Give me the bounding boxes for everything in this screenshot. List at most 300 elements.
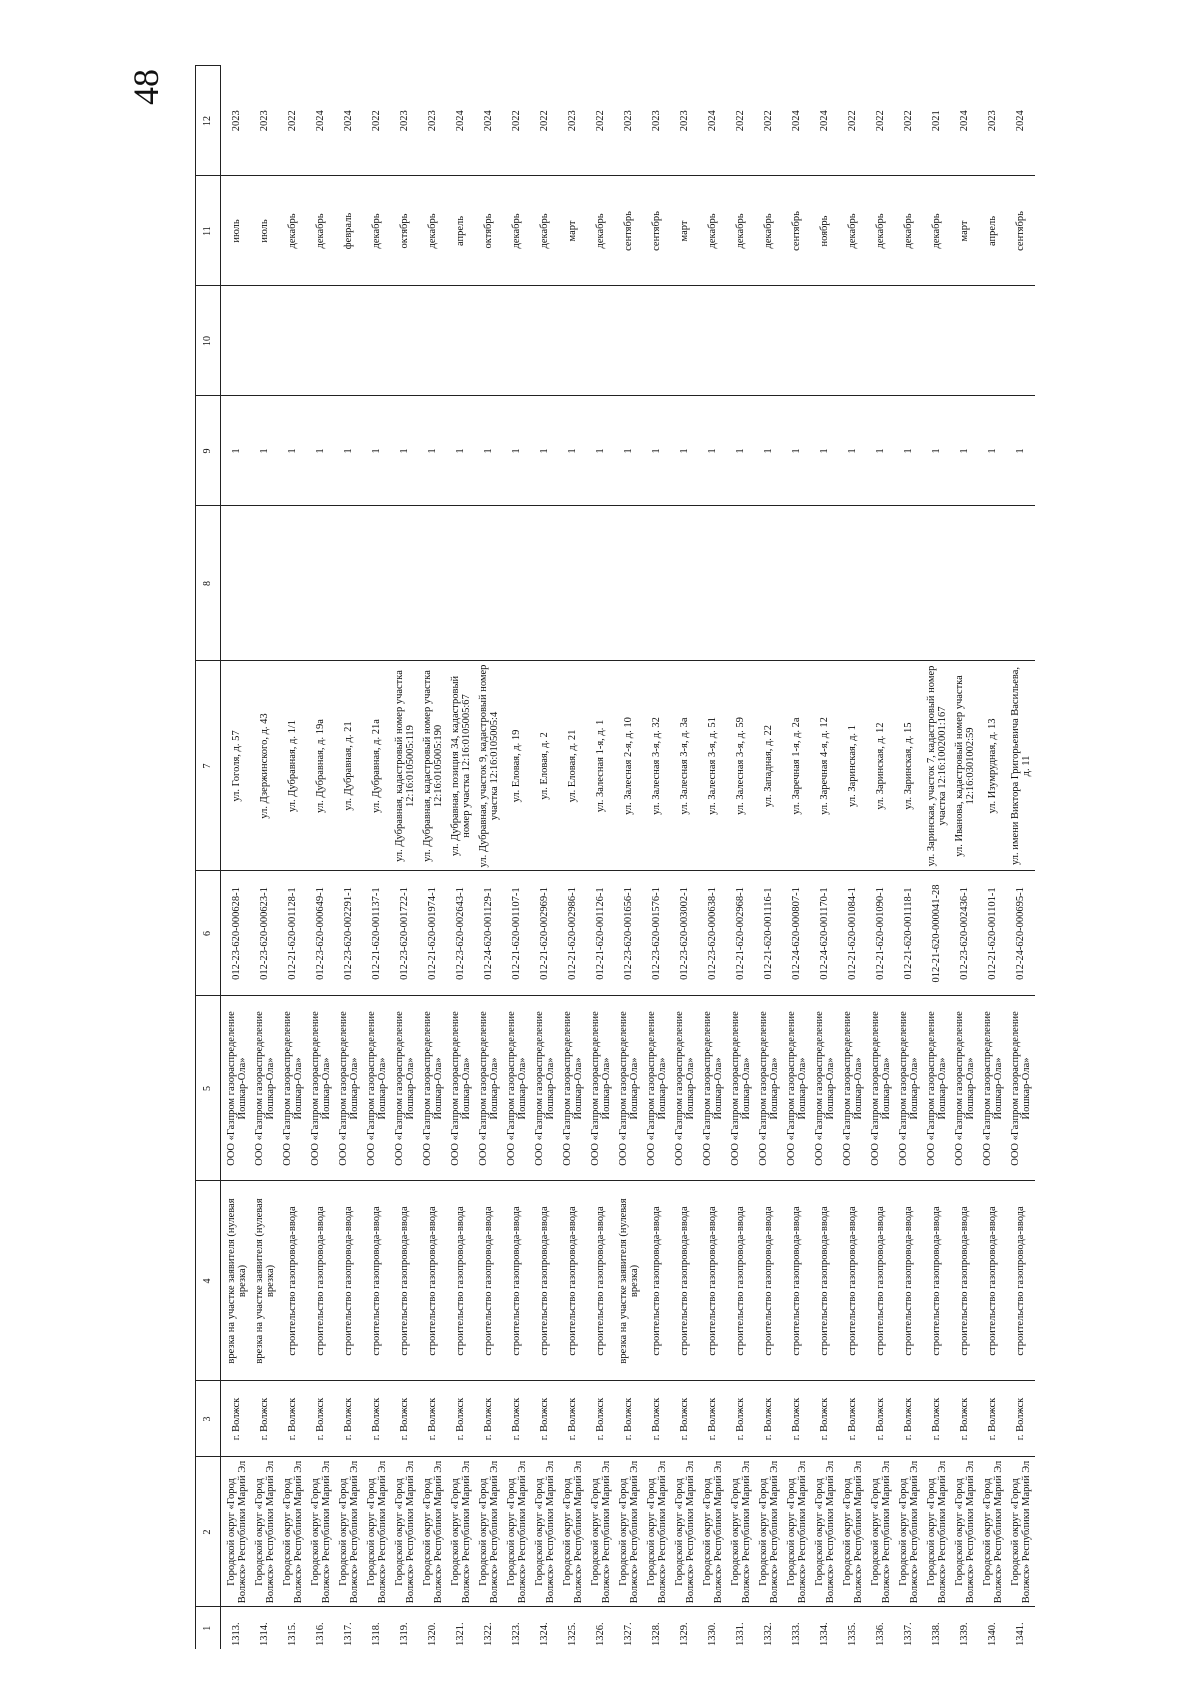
table-row bbox=[475, 66, 503, 1649]
cell-region: Городской округ «Город Волжск» Республики Марий Эл bbox=[279, 1457, 307, 1607]
cell-c10 bbox=[951, 286, 979, 396]
cell-c10 bbox=[979, 286, 1007, 396]
cell-region: Городской округ «Город Волжск» Республики Марий Эл bbox=[755, 1457, 783, 1607]
cell-org: ООО «Газпром газораспределение Йошкар-Ола» bbox=[335, 996, 363, 1181]
cell-work: строительство газопровода-ввода bbox=[867, 1181, 895, 1381]
header-cell: 1 bbox=[196, 1607, 221, 1649]
cell-c10 bbox=[531, 286, 559, 396]
cell-region: Городской округ «Город Волжск» Республики Марий Эл bbox=[811, 1457, 839, 1607]
cell-org: ООО «Газпром газораспределение Йошкар-Ола» bbox=[475, 996, 503, 1181]
table-row bbox=[951, 66, 979, 1649]
cell-work: строительство газопровода-ввода bbox=[531, 1181, 559, 1381]
cell-year: 2022 bbox=[727, 66, 755, 176]
cell-n: 1314. bbox=[259, 1622, 271, 1646]
cell-code: 012-21-620-002968-1 bbox=[727, 871, 755, 996]
table-row bbox=[755, 66, 783, 1649]
cell-work: врезка на участке заявителя (нулевая врезка) bbox=[251, 1181, 279, 1381]
cell-org: ООО «Газпром газораспределение Йошкар-Ола» bbox=[979, 996, 1007, 1181]
cell-org: ООО «Газпром газораспределение Йошкар-Ола» bbox=[391, 996, 419, 1181]
cell-work: строительство газопровода-ввода bbox=[671, 1181, 699, 1381]
cell-year: 2021 bbox=[923, 66, 951, 176]
cell-work: строительство газопровода-ввода bbox=[587, 1181, 615, 1381]
cell-month: март bbox=[671, 176, 699, 286]
cell-year: 2022 bbox=[867, 66, 895, 176]
cell-c10 bbox=[391, 286, 419, 396]
cell-city: г. Волжск bbox=[391, 1381, 419, 1457]
cell-c9: 1 bbox=[839, 396, 867, 506]
cell-address: ул. Залесная 2-я, д. 10 bbox=[615, 661, 643, 871]
cell-org: ООО «Газпром газораспределение Йошкар-Ола» bbox=[307, 996, 335, 1181]
table-row bbox=[839, 66, 867, 1649]
cell-year: 2024 bbox=[1007, 66, 1035, 176]
cell-org: ООО «Газпром газораспределение Йошкар-Ола» bbox=[671, 996, 699, 1181]
cell-org: ООО «Газпром газораспределение Йошкар-Ола» bbox=[727, 996, 755, 1181]
cell-n: 1335. bbox=[847, 1622, 859, 1646]
cell-c9: 1 bbox=[221, 396, 252, 506]
cell-c8 bbox=[867, 506, 895, 661]
cell-code: 012-23-620-000638-1 bbox=[699, 871, 727, 996]
cell-c8 bbox=[699, 506, 727, 661]
cell-code: 012-23-620-000623-1 bbox=[251, 871, 279, 996]
cell-region: Городской округ «Город Волжск» Республики Марий Эл bbox=[727, 1457, 755, 1607]
cell-month: февраль bbox=[335, 176, 363, 286]
cell-c9: 1 bbox=[531, 396, 559, 506]
cell-n: 1326. bbox=[595, 1622, 607, 1646]
table-row bbox=[503, 66, 531, 1649]
cell-month: сентябрь bbox=[1007, 176, 1035, 286]
cell-c8 bbox=[755, 506, 783, 661]
cell-c10 bbox=[867, 286, 895, 396]
cell-year: 2024 bbox=[307, 66, 335, 176]
cell-n: 1331. bbox=[735, 1622, 747, 1646]
cell-c8 bbox=[531, 506, 559, 661]
cell-work: строительство газопровода-ввода bbox=[503, 1181, 531, 1381]
cell-city: г. Волжск bbox=[699, 1381, 727, 1457]
cell-c9: 1 bbox=[951, 396, 979, 506]
cell-city: г. Волжск bbox=[251, 1381, 279, 1457]
cell-region: Городской округ «Город Волжск» Республики Марий Эл bbox=[923, 1457, 951, 1607]
cell-region: Городской округ «Город Волжск» Республики Марий Эл bbox=[1007, 1457, 1035, 1607]
cell-c8 bbox=[587, 506, 615, 661]
cell-month: сентябрь bbox=[783, 176, 811, 286]
cell-c8 bbox=[643, 506, 671, 661]
cell-c10 bbox=[895, 286, 923, 396]
cell-month: декабрь bbox=[503, 176, 531, 286]
cell-work: строительство газопровода-ввода bbox=[559, 1181, 587, 1381]
cell-month: июль bbox=[251, 176, 279, 286]
cell-region: Городской округ «Город Волжск» Республики Марий Эл bbox=[643, 1457, 671, 1607]
header-cell: 11 bbox=[196, 176, 221, 286]
cell-code: 012-21-620-001126-1 bbox=[587, 871, 615, 996]
cell-city: г. Волжск bbox=[221, 1381, 252, 1457]
table-row bbox=[251, 66, 279, 1649]
table-row bbox=[221, 66, 252, 1649]
cell-city: г. Волжск bbox=[867, 1381, 895, 1457]
cell-month: декабрь bbox=[895, 176, 923, 286]
cell-city: г. Волжск bbox=[727, 1381, 755, 1457]
cell-address: ул. Залесная 3-я, д. 51 bbox=[699, 661, 727, 871]
table-row bbox=[727, 66, 755, 1649]
cell-month: декабрь bbox=[727, 176, 755, 286]
cell-n: 1329. bbox=[679, 1622, 691, 1646]
cell-c8 bbox=[251, 506, 279, 661]
cell-region: Городской округ «Город Волжск» Республики Марий Эл bbox=[419, 1457, 447, 1607]
cell-n: 1334. bbox=[819, 1622, 831, 1646]
cell-c9: 1 bbox=[867, 396, 895, 506]
cell-region: Городской округ «Город Волжск» Республики Марий Эл bbox=[363, 1457, 391, 1607]
cell-org: ООО «Газпром газораспределение Йошкар-Ола» bbox=[1007, 996, 1035, 1181]
cell-work: строительство газопровода-ввода bbox=[923, 1181, 951, 1381]
cell-c9: 1 bbox=[979, 396, 1007, 506]
cell-city: г. Волжск bbox=[811, 1381, 839, 1457]
table-row bbox=[923, 66, 951, 1649]
table-row bbox=[419, 66, 447, 1649]
cell-c8 bbox=[475, 506, 503, 661]
table-row bbox=[671, 66, 699, 1649]
cell-work: строительство газопровода-ввода bbox=[279, 1181, 307, 1381]
cell-address: ул. Еловая, д. 19 bbox=[503, 661, 531, 871]
cell-c10 bbox=[503, 286, 531, 396]
cell-c10 bbox=[727, 286, 755, 396]
cell-org: ООО «Газпром газораспределение Йошкар-Ола» bbox=[643, 996, 671, 1181]
cell-c9: 1 bbox=[503, 396, 531, 506]
cell-c8 bbox=[951, 506, 979, 661]
cell-region: Городской округ «Город Волжск» Республики Марий Эл bbox=[307, 1457, 335, 1607]
cell-month: октябрь bbox=[475, 176, 503, 286]
cell-c9: 1 bbox=[279, 396, 307, 506]
cell-region: Городской округ «Город Волжск» Республики Марий Эл bbox=[475, 1457, 503, 1607]
cell-year: 2024 bbox=[951, 66, 979, 176]
cell-year: 2022 bbox=[895, 66, 923, 176]
header-row bbox=[196, 66, 221, 1649]
cell-city: г. Волжск bbox=[559, 1381, 587, 1457]
cell-code: 012-21-620-001128-1 bbox=[279, 871, 307, 996]
cell-c10 bbox=[923, 286, 951, 396]
cell-region: Городской округ «Город Волжск» Республики Марий Эл bbox=[335, 1457, 363, 1607]
cell-org: ООО «Газпром газораспределение Йошкар-Ола» bbox=[699, 996, 727, 1181]
cell-c9: 1 bbox=[419, 396, 447, 506]
cell-org: ООО «Газпром газораспределение Йошкар-Ола» bbox=[559, 996, 587, 1181]
cell-year: 2023 bbox=[419, 66, 447, 176]
cell-month: декабрь bbox=[699, 176, 727, 286]
cell-c10 bbox=[559, 286, 587, 396]
cell-year: 2023 bbox=[221, 66, 252, 176]
cell-code: 012-21-620-001974-1 bbox=[419, 871, 447, 996]
cell-work: строительство газопровода-ввода bbox=[783, 1181, 811, 1381]
cell-code: 012-21-620-001137-1 bbox=[363, 871, 391, 996]
cell-work: врезка на участке заявителя (нулевая врезка) bbox=[615, 1181, 643, 1381]
header-cell: 10 bbox=[196, 286, 221, 396]
cell-address: ул. Изумрудная, д. 13 bbox=[979, 661, 1007, 871]
cell-region: Городской округ «Город Волжск» Республики Марий Эл bbox=[531, 1457, 559, 1607]
cell-code: 012-24-620-000695-1 bbox=[1007, 871, 1035, 996]
cell-year: 2022 bbox=[587, 66, 615, 176]
cell-c9: 1 bbox=[363, 396, 391, 506]
cell-n: 1316. bbox=[315, 1622, 327, 1646]
cell-work: строительство газопровода-ввода bbox=[979, 1181, 1007, 1381]
cell-c10 bbox=[447, 286, 475, 396]
table-row bbox=[811, 66, 839, 1649]
header-cell: 5 bbox=[196, 996, 221, 1181]
cell-c9: 1 bbox=[1007, 396, 1035, 506]
cell-month: декабрь bbox=[587, 176, 615, 286]
table-row bbox=[559, 66, 587, 1649]
header-cell: 3 bbox=[196, 1381, 221, 1457]
cell-n: 1337. bbox=[903, 1622, 915, 1646]
cell-work: врезка на участке заявителя (нулевая врезка) bbox=[221, 1181, 252, 1381]
cell-year: 2024 bbox=[335, 66, 363, 176]
table-row bbox=[447, 66, 475, 1649]
gasification-table bbox=[195, 66, 1035, 1650]
cell-address: ул. Еловая, д. 2 bbox=[531, 661, 559, 871]
cell-address: ул. Залесная 3-я, д. 59 bbox=[727, 661, 755, 871]
cell-n: 1321. bbox=[455, 1622, 467, 1646]
cell-address: ул. Заринская, д. 1 bbox=[839, 661, 867, 871]
table-row bbox=[531, 66, 559, 1649]
cell-year: 2022 bbox=[279, 66, 307, 176]
cell-month: декабрь bbox=[531, 176, 559, 286]
table-row bbox=[643, 66, 671, 1649]
cell-city: г. Волжск bbox=[979, 1381, 1007, 1457]
cell-month: сентябрь bbox=[643, 176, 671, 286]
cell-c8 bbox=[1007, 506, 1035, 661]
cell-n: 1317. bbox=[343, 1622, 355, 1646]
cell-c10 bbox=[335, 286, 363, 396]
cell-year: 2023 bbox=[251, 66, 279, 176]
cell-code: 012-21-620-001090-1 bbox=[867, 871, 895, 996]
cell-org: ООО «Газпром газораспределение Йошкар-Ола» bbox=[755, 996, 783, 1181]
cell-code: 012-23-620-002643-1 bbox=[447, 871, 475, 996]
cell-c8 bbox=[671, 506, 699, 661]
cell-code: 012-21-620-000041-28 bbox=[923, 871, 951, 996]
cell-month: июль bbox=[221, 176, 252, 286]
cell-year: 2024 bbox=[447, 66, 475, 176]
cell-year: 2023 bbox=[391, 66, 419, 176]
table-row bbox=[391, 66, 419, 1649]
cell-code: 012-23-620-002291-1 bbox=[335, 871, 363, 996]
cell-c10 bbox=[811, 286, 839, 396]
cell-city: г. Волжск bbox=[447, 1381, 475, 1457]
cell-n: 1336. bbox=[875, 1622, 887, 1646]
cell-year: 2024 bbox=[475, 66, 503, 176]
cell-c8 bbox=[447, 506, 475, 661]
cell-org: ООО «Газпром газораспределение Йошкар-Ола» bbox=[811, 996, 839, 1181]
cell-code: 012-24-620-001170-1 bbox=[811, 871, 839, 996]
cell-n: 1318. bbox=[371, 1622, 383, 1646]
cell-year: 2024 bbox=[699, 66, 727, 176]
cell-month: декабрь bbox=[923, 176, 951, 286]
cell-c10 bbox=[783, 286, 811, 396]
header-cell: 6 bbox=[196, 871, 221, 996]
cell-code: 012-21-620-001107-1 bbox=[503, 871, 531, 996]
cell-work: строительство газопровода-ввода bbox=[1007, 1181, 1035, 1381]
table-row bbox=[895, 66, 923, 1649]
cell-c9: 1 bbox=[811, 396, 839, 506]
header-cell: 2 bbox=[196, 1457, 221, 1607]
cell-c9: 1 bbox=[643, 396, 671, 506]
cell-c9: 1 bbox=[727, 396, 755, 506]
cell-city: г. Волжск bbox=[951, 1381, 979, 1457]
cell-work: строительство газопровода-ввода bbox=[699, 1181, 727, 1381]
cell-code: 012-21-620-001116-1 bbox=[755, 871, 783, 996]
cell-region: Городской округ «Город Волжск» Республики Марий Эл bbox=[839, 1457, 867, 1607]
cell-address: ул. Залесная 1-я, д. 1 bbox=[587, 661, 615, 871]
cell-c8 bbox=[923, 506, 951, 661]
cell-code: 012-23-620-001576-1 bbox=[643, 871, 671, 996]
cell-c8 bbox=[839, 506, 867, 661]
cell-month: апрель bbox=[447, 176, 475, 286]
page-number: 48 bbox=[126, 69, 166, 105]
cell-c9: 1 bbox=[699, 396, 727, 506]
cell-c9: 1 bbox=[895, 396, 923, 506]
cell-address: ул. Залесная 3-я, д. 3а bbox=[671, 661, 699, 871]
cell-address: ул. Еловая, д. 21 bbox=[559, 661, 587, 871]
cell-n: 1338. bbox=[931, 1622, 943, 1646]
cell-c10 bbox=[251, 286, 279, 396]
cell-code: 012-23-620-001656-1 bbox=[615, 871, 643, 996]
cell-c9: 1 bbox=[671, 396, 699, 506]
cell-year: 2022 bbox=[755, 66, 783, 176]
cell-city: г. Волжск bbox=[363, 1381, 391, 1457]
cell-org: ООО «Газпром газораспределение Йошкар-Ола» bbox=[279, 996, 307, 1181]
cell-city: г. Волжск bbox=[1007, 1381, 1035, 1457]
cell-address: ул. Заречная 4-я, д. 12 bbox=[811, 661, 839, 871]
cell-code: 012-23-620-000628-1 bbox=[221, 871, 252, 996]
cell-work: строительство газопровода-ввода bbox=[363, 1181, 391, 1381]
cell-region: Городской округ «Город Волжск» Республики Марий Эл bbox=[979, 1457, 1007, 1607]
cell-year: 2023 bbox=[559, 66, 587, 176]
cell-month: октябрь bbox=[391, 176, 419, 286]
cell-month: декабрь bbox=[867, 176, 895, 286]
cell-c10 bbox=[587, 286, 615, 396]
cell-month: декабрь bbox=[307, 176, 335, 286]
cell-c9: 1 bbox=[251, 396, 279, 506]
cell-region: Городской округ «Город Волжск» Республики Марий Эл bbox=[615, 1457, 643, 1607]
cell-c8 bbox=[335, 506, 363, 661]
table-row bbox=[615, 66, 643, 1649]
cell-work: строительство газопровода-ввода bbox=[419, 1181, 447, 1381]
cell-c8 bbox=[307, 506, 335, 661]
cell-city: г. Волжск bbox=[643, 1381, 671, 1457]
cell-c9: 1 bbox=[447, 396, 475, 506]
cell-code: 012-24-620-001129-1 bbox=[475, 871, 503, 996]
cell-c8 bbox=[979, 506, 1007, 661]
cell-work: строительство газопровода-ввода bbox=[307, 1181, 335, 1381]
cell-work: строительство газопровода-ввода bbox=[895, 1181, 923, 1381]
cell-n: 1340. bbox=[987, 1622, 999, 1646]
cell-city: г. Волжск bbox=[335, 1381, 363, 1457]
cell-city: г. Волжск bbox=[783, 1381, 811, 1457]
cell-year: 2022 bbox=[531, 66, 559, 176]
table-row bbox=[279, 66, 307, 1649]
cell-region: Городской округ «Город Волжск» Республики Марий Эл bbox=[447, 1457, 475, 1607]
cell-c9: 1 bbox=[923, 396, 951, 506]
cell-region: Городской округ «Город Волжск» Республики Марий Эл bbox=[221, 1457, 252, 1607]
table-row bbox=[867, 66, 895, 1649]
cell-year: 2023 bbox=[979, 66, 1007, 176]
cell-work: строительство газопровода-ввода bbox=[643, 1181, 671, 1381]
cell-org: ООО «Газпром газораспределение Йошкар-Ола» bbox=[867, 996, 895, 1181]
cell-month: апрель bbox=[979, 176, 1007, 286]
cell-c10 bbox=[307, 286, 335, 396]
cell-code: 012-23-620-002436-1 bbox=[951, 871, 979, 996]
cell-work: строительство газопровода-ввода bbox=[839, 1181, 867, 1381]
cell-region: Городской округ «Город Волжск» Республики Марий Эл bbox=[391, 1457, 419, 1607]
cell-n: 1328. bbox=[651, 1622, 663, 1646]
cell-org: ООО «Газпром газораспределение Йошкар-Ола» bbox=[503, 996, 531, 1181]
cell-month: декабрь bbox=[839, 176, 867, 286]
cell-region: Городской округ «Город Волжск» Республики Марий Эл bbox=[699, 1457, 727, 1607]
cell-c9: 1 bbox=[755, 396, 783, 506]
cell-c9: 1 bbox=[475, 396, 503, 506]
cell-n: 1324. bbox=[539, 1622, 551, 1646]
header-cell: 8 bbox=[196, 506, 221, 661]
cell-code: 012-21-620-002969-1 bbox=[531, 871, 559, 996]
cell-month: март bbox=[951, 176, 979, 286]
cell-work: строительство газопровода-ввода bbox=[727, 1181, 755, 1381]
cell-code: 012-21-620-001118-1 bbox=[895, 871, 923, 996]
cell-city: г. Волжск bbox=[503, 1381, 531, 1457]
cell-c8 bbox=[559, 506, 587, 661]
cell-c9: 1 bbox=[307, 396, 335, 506]
cell-address: ул. Дубравная, д. 1/1 bbox=[279, 661, 307, 871]
cell-year: 2024 bbox=[783, 66, 811, 176]
cell-c9: 1 bbox=[559, 396, 587, 506]
cell-c10 bbox=[221, 286, 252, 396]
cell-year: 2023 bbox=[643, 66, 671, 176]
cell-region: Городской округ «Город Волжск» Республики Марий Эл bbox=[867, 1457, 895, 1607]
cell-n: 1327. bbox=[623, 1622, 635, 1646]
cell-c9: 1 bbox=[615, 396, 643, 506]
cell-region: Городской округ «Город Волжск» Республики Марий Эл bbox=[251, 1457, 279, 1607]
cell-month: сентябрь bbox=[615, 176, 643, 286]
cell-year: 2022 bbox=[363, 66, 391, 176]
cell-org: ООО «Газпром газораспределение Йошкар-Ола» bbox=[251, 996, 279, 1181]
cell-n: 1325. bbox=[567, 1622, 579, 1646]
cell-c10 bbox=[475, 286, 503, 396]
cell-org: ООО «Газпром газораспределение Йошкар-Ола» bbox=[951, 996, 979, 1181]
cell-org: ООО «Газпром газораспределение Йошкар-Ола» bbox=[447, 996, 475, 1181]
cell-address: ул. имени Виктора Григорьевича Васильева, д. 11 bbox=[1007, 661, 1035, 871]
header-cell: 7 bbox=[196, 661, 221, 871]
cell-month: декабрь bbox=[419, 176, 447, 286]
cell-year: 2023 bbox=[671, 66, 699, 176]
cell-org: ООО «Газпром газораспределение Йошкар-Ола» bbox=[363, 996, 391, 1181]
cell-city: г. Волжск bbox=[615, 1381, 643, 1457]
table-row bbox=[307, 66, 335, 1649]
cell-work: строительство газопровода-ввода bbox=[811, 1181, 839, 1381]
cell-org: ООО «Газпром газораспределение Йошкар-Ола» bbox=[923, 996, 951, 1181]
cell-org: ООО «Газпром газораспределение Йошкар-Ола» bbox=[221, 996, 252, 1181]
cell-c8 bbox=[503, 506, 531, 661]
cell-region: Городской округ «Город Волжск» Республики Марий Эл bbox=[783, 1457, 811, 1607]
cell-c8 bbox=[279, 506, 307, 661]
cell-region: Городской округ «Город Волжск» Республики Марий Эл bbox=[951, 1457, 979, 1607]
cell-c10 bbox=[615, 286, 643, 396]
cell-work: строительство газопровода-ввода bbox=[391, 1181, 419, 1381]
cell-n: 1319. bbox=[399, 1622, 411, 1646]
cell-code: 012-23-620-003002-1 bbox=[671, 871, 699, 996]
cell-c8 bbox=[783, 506, 811, 661]
cell-c8 bbox=[727, 506, 755, 661]
cell-month: декабрь bbox=[755, 176, 783, 286]
cell-c8 bbox=[811, 506, 839, 661]
table-row bbox=[979, 66, 1007, 1649]
header-cell: 12 bbox=[196, 66, 221, 176]
cell-n: 1332. bbox=[763, 1622, 775, 1646]
cell-c10 bbox=[643, 286, 671, 396]
cell-address: ул. Дзержинского, д. 43 bbox=[251, 661, 279, 871]
